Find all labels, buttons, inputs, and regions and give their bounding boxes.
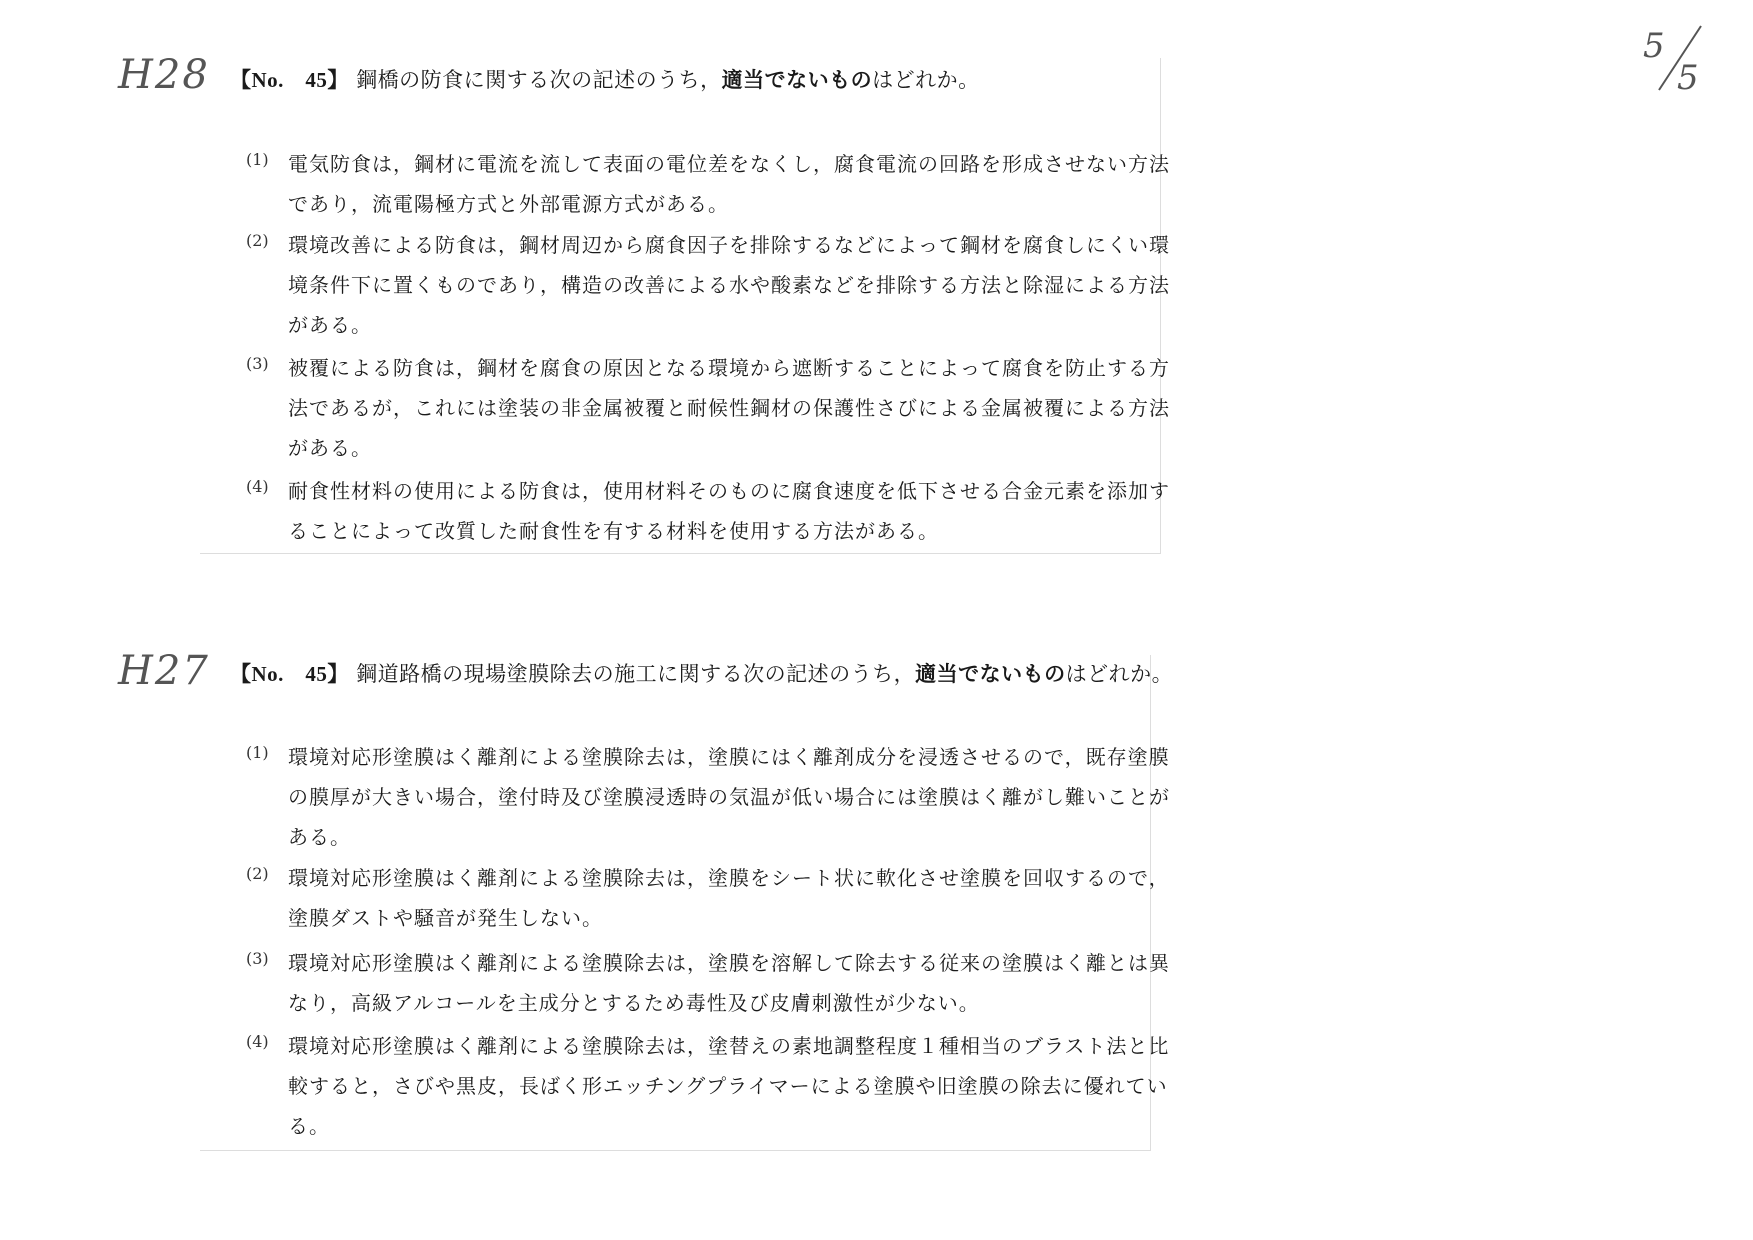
option-line: 耐食性材料の使用による防食は，使用材料そのものに腐食速度を低下させる合金元素を添加す (288, 479, 1170, 503)
option-line: なり，高級アルコールを主成分とするため毒性及び皮膚刺激性が少ない。 (288, 991, 980, 1015)
question-stem-emphasis: 適当でないもの (721, 67, 873, 92)
year-note-h27: H27 (118, 648, 210, 694)
option-line: 環境対応形塗膜はく離剤による塗膜除去は，塗膜にはく離剤成分を浸透させるので，既存塗膜 (288, 745, 1170, 769)
option-marker: (2) (246, 864, 269, 883)
option-line: 環境対応形塗膜はく離剤による塗膜除去は，塗膜をシート状に軟化させ塗膜を回収するので， (288, 866, 1170, 890)
option-line: がある。 (288, 313, 372, 337)
option-line: る。 (288, 1114, 330, 1138)
question-number: 【No. 45】 (230, 662, 349, 686)
option-marker: (4) (246, 1032, 269, 1051)
question-stem-h28 (230, 64, 980, 94)
option-line: であり，流電陽極方式と外部電源方式がある。 (288, 192, 729, 216)
option-line: ることによって改質した耐食性を有する材料を使用する方法がある。 (288, 519, 939, 543)
option-line: 被覆による防食は，鋼材を腐食の原因となる環境から遮断することによって腐食を防止する方 (288, 356, 1170, 380)
option-line: の膜厚が大きい場合，塗付時及び塗膜浸透時の気温が低い場合には塗膜はく離がし難いことが (288, 785, 1170, 809)
question-stem-end: はどれか。 (872, 68, 980, 92)
option-marker: (3) (246, 949, 269, 968)
page-number (1635, 20, 1715, 100)
question-number: 【No. 45】 (230, 68, 349, 92)
option-line: 法であるが，これには塗装の非金属被覆と耐候性鋼材の保護性さびによる金属被覆による方法 (288, 396, 1170, 420)
year-note-h28: H28 (118, 52, 210, 98)
option-line: 較すると，さびや黒皮，長ばく形エッチングプライマーによる塗膜や旧塗膜の除去に優れてい (288, 1074, 1168, 1098)
option-line: がある。 (288, 436, 372, 460)
option-marker: (1) (246, 743, 269, 762)
option-line: 塗膜ダストや騒音が発生しない。 (288, 906, 603, 930)
option-line: ある。 (288, 825, 351, 849)
option-marker: (4) (246, 477, 269, 496)
option-line: 電気防食は，鋼材に電流を流して表面の電位差をなくし，腐食電流の回路を形成させない方法 (288, 152, 1170, 176)
question-stem-text: 鋼橋の防食に関する次の記述のうち， (356, 68, 722, 92)
page-number-current: 5 (1643, 26, 1667, 66)
question-stem-end: はどれか。 (1065, 662, 1174, 686)
option-line: 境条件下に置くものであり，構造の改善による水や酸素などを排除する方法と除湿による方法 (288, 273, 1170, 297)
page-number-total: 5 (1677, 58, 1701, 98)
option-marker: (3) (246, 354, 269, 373)
option-line: 環境対応形塗膜はく離剤による塗膜除去は，塗替えの素地調整程度１種相当のブラスト法と比 (288, 1034, 1170, 1058)
option-line: 環境改善による防食は，鋼材周辺から腐食因子を排除するなどによって鋼材を腐食しにくい環 (288, 233, 1170, 257)
question-stem-emphasis: 適当でないもの (915, 661, 1066, 686)
option-line: 環境対応形塗膜はく離剤による塗膜除去は，塗膜を溶解して除去する従来の塗膜はく離とは異 (288, 951, 1170, 975)
option-marker: (1) (246, 150, 269, 169)
question-stem-text: 鋼道路橋の現場塗膜除去の施工に関する次の記述のうち， (356, 662, 916, 686)
question-stem-h27 (230, 658, 1173, 688)
option-marker: (2) (246, 231, 269, 250)
